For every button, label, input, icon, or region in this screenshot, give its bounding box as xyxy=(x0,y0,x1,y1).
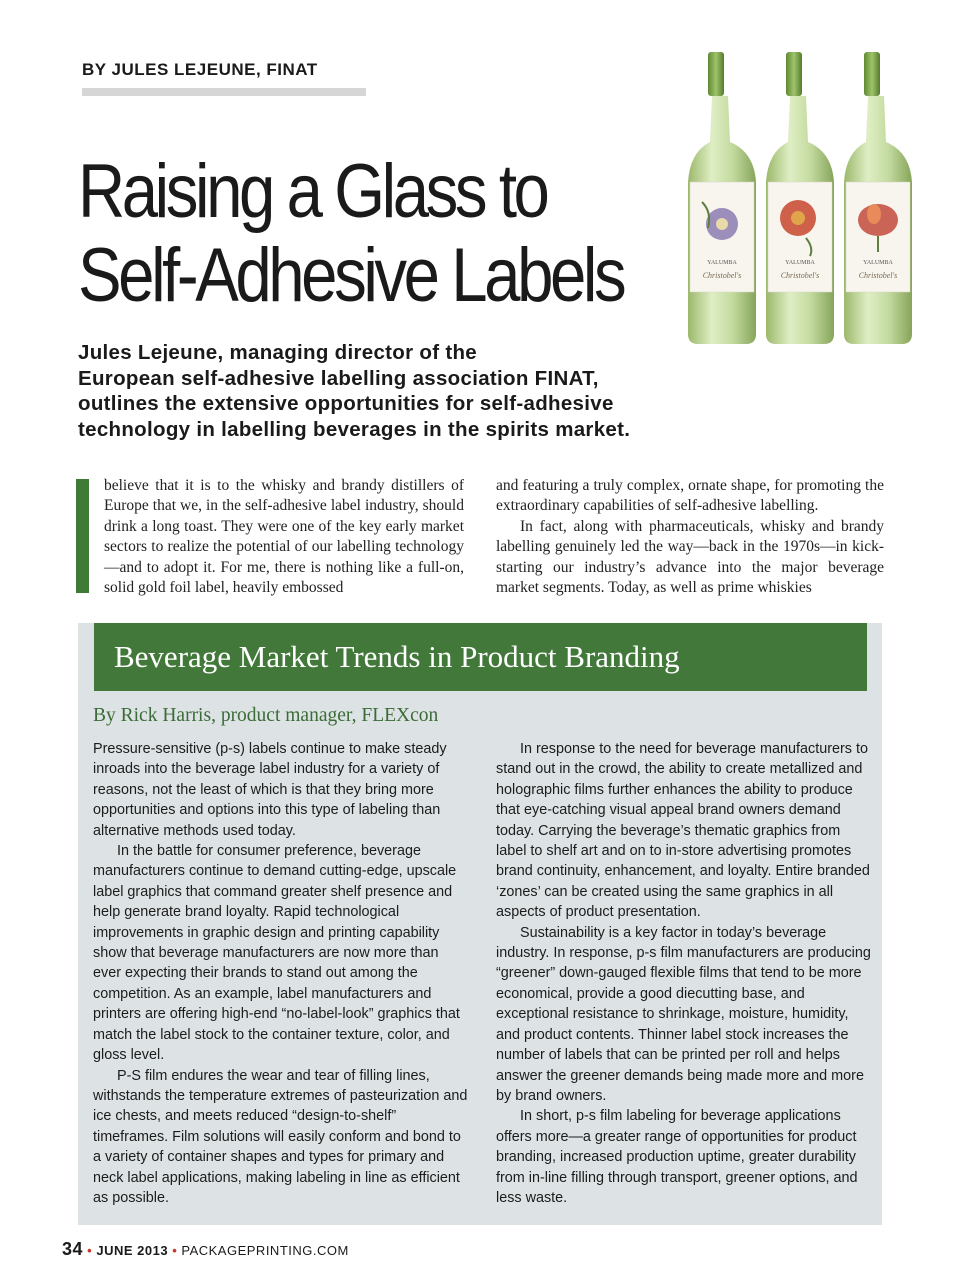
sidebar-byline: By Rick Harris, product manager, FLEXcon xyxy=(93,705,439,726)
article-body xyxy=(76,476,886,606)
bottle-3 xyxy=(844,52,912,344)
issue-date: JUNE 2013 xyxy=(96,1243,169,1258)
page-footer xyxy=(62,1239,349,1260)
sidebar-paragraph: In the battle for consumer preference, beverage manufacturers continue to demand cutting-edge, upscale label graphics that command greater shelf presence and help generate brand loyalty. Rapid technological improvements in graphic design and printing capability show that beverage manufacturers are now more than ever expecting their brands to stand out among the competition. As an example, label manufacturers and printers are offering high-end “no-label-look” graphics that match the label stock to the container texture, color, and gloss level. xyxy=(93,843,460,1064)
bottle-2-script: Christobel's xyxy=(780,271,820,280)
standfirst-line: outlines the extensive opportunities for self-adhesive xyxy=(78,392,614,415)
sidebar-box xyxy=(78,623,882,1225)
bottle-2 xyxy=(766,52,834,344)
wine-bottles-photo xyxy=(688,52,916,352)
sidebar-paragraph: In short, p-s film labeling for beverage applications offers more—a greater range of opportunities for product branding, increased production uptime, greater durability from in-line filling through transport, greener options, and less waste. xyxy=(496,1108,858,1206)
bottle-1 xyxy=(688,52,756,344)
article-column-left xyxy=(104,476,464,598)
sidebar-paragraph: In response to the need for beverage manufacturers to stand out in the crowd, the ability to create metallized and holographic films further enhances the ability to produce that eye-catching visual appeal brand owners demand today. Carrying the beverage’s thematic graphics from label to shelf art and on to in-store advertising promotes brand continuity, enhancement, and loyalty. Entire branded ‘zones’ can be created using the same graphics in all aspects of product presentation. xyxy=(496,741,870,921)
standfirst-line: Jules Lejeune, managing director of the xyxy=(78,341,477,364)
article-paragraph: and featuring a truly complex, ornate shape, for promoting the extraordinary capabilities of self-adhesive labelling. xyxy=(496,477,884,515)
standfirst xyxy=(78,340,818,442)
article-paragraph: In fact, along with pharmaceuticals, whisky and brandy labelling genuinely led the way—back in the 1970s—in kick-starting our industry’s advance into the major beverage market segments. Today, as well as prime whiskies xyxy=(496,517,884,597)
bottle-1-script: Christobel's xyxy=(702,271,742,280)
standfirst-line: European self-adhesive labelling association FINAT, xyxy=(78,366,599,390)
sidebar-column-right xyxy=(496,739,874,1208)
bottle-2-brand: YALUMBA xyxy=(785,260,815,266)
sidebar-column-left xyxy=(93,739,469,1208)
sidebar-paragraph: Pressure-sensitive (p-s) labels continue to make steady inroads into the beverage label industry for a variety of reasons, not the least of which is that they bring more opportunities and options into this type of labeling than alternative methods used today. xyxy=(93,741,447,839)
headline xyxy=(78,150,628,318)
bottle-1-brand: YALUMBA xyxy=(707,260,737,266)
author-byline: BY JULES LEJEUNE, FINAT xyxy=(82,60,366,96)
sidebar-paragraph: P-S film endures the wear and tear of filling lines, withstands the temperature extremes of pasteurization and ice chests, and meets reduced “design-to-shelf” timeframes. Film solutions will easily conform and bond to a variety of container shapes and types for primary and neck label applications, making labeling in line as efficient as possible. xyxy=(93,1067,468,1206)
article-paragraph: believe that it is to the whisky and brandy distillers of Europe that we, in the self-adhesive label industry, should drink a long toast. They were one of the key early market sectors to realize the potential of our labelling technology—and to adopt it. For me, there is nothing like a full-on, solid gold foil label, heavily embossed xyxy=(104,477,464,597)
page-number: 34 xyxy=(62,1239,84,1259)
headline-line-2: Self-Adhesive Labels xyxy=(78,233,624,318)
standfirst-line: technology in labelling beverages in the spirits market. xyxy=(78,417,631,441)
bottle-3-script: Christobel's xyxy=(858,271,898,280)
bottle-3-brand: YALUMBA xyxy=(863,260,893,266)
footer-separator: • xyxy=(87,1243,93,1258)
drop-cap-bar xyxy=(76,479,89,593)
footer-separator: • xyxy=(172,1243,178,1258)
article-column-right xyxy=(496,476,884,598)
headline-line-1: Raising a Glass to xyxy=(78,149,547,234)
sidebar-paragraph: Sustainability is a key factor in today’s beverage industry. In response, p-s film manufacturers are producing “greener” down-gauged flexible films that tend to be more economical, provide a good diecutting base, and exceptional resistance to shrinkage, moisture, humidity, and product contents. Thinner label stock increases the number of labels that can be printed per roll and helps answer the greener demands being made more and more by brand owners. xyxy=(496,924,871,1104)
sidebar-title: Beverage Market Trends in Product Branding xyxy=(94,623,867,691)
website-link[interactable]: PACKAGEPRINTING.COM xyxy=(181,1243,349,1258)
